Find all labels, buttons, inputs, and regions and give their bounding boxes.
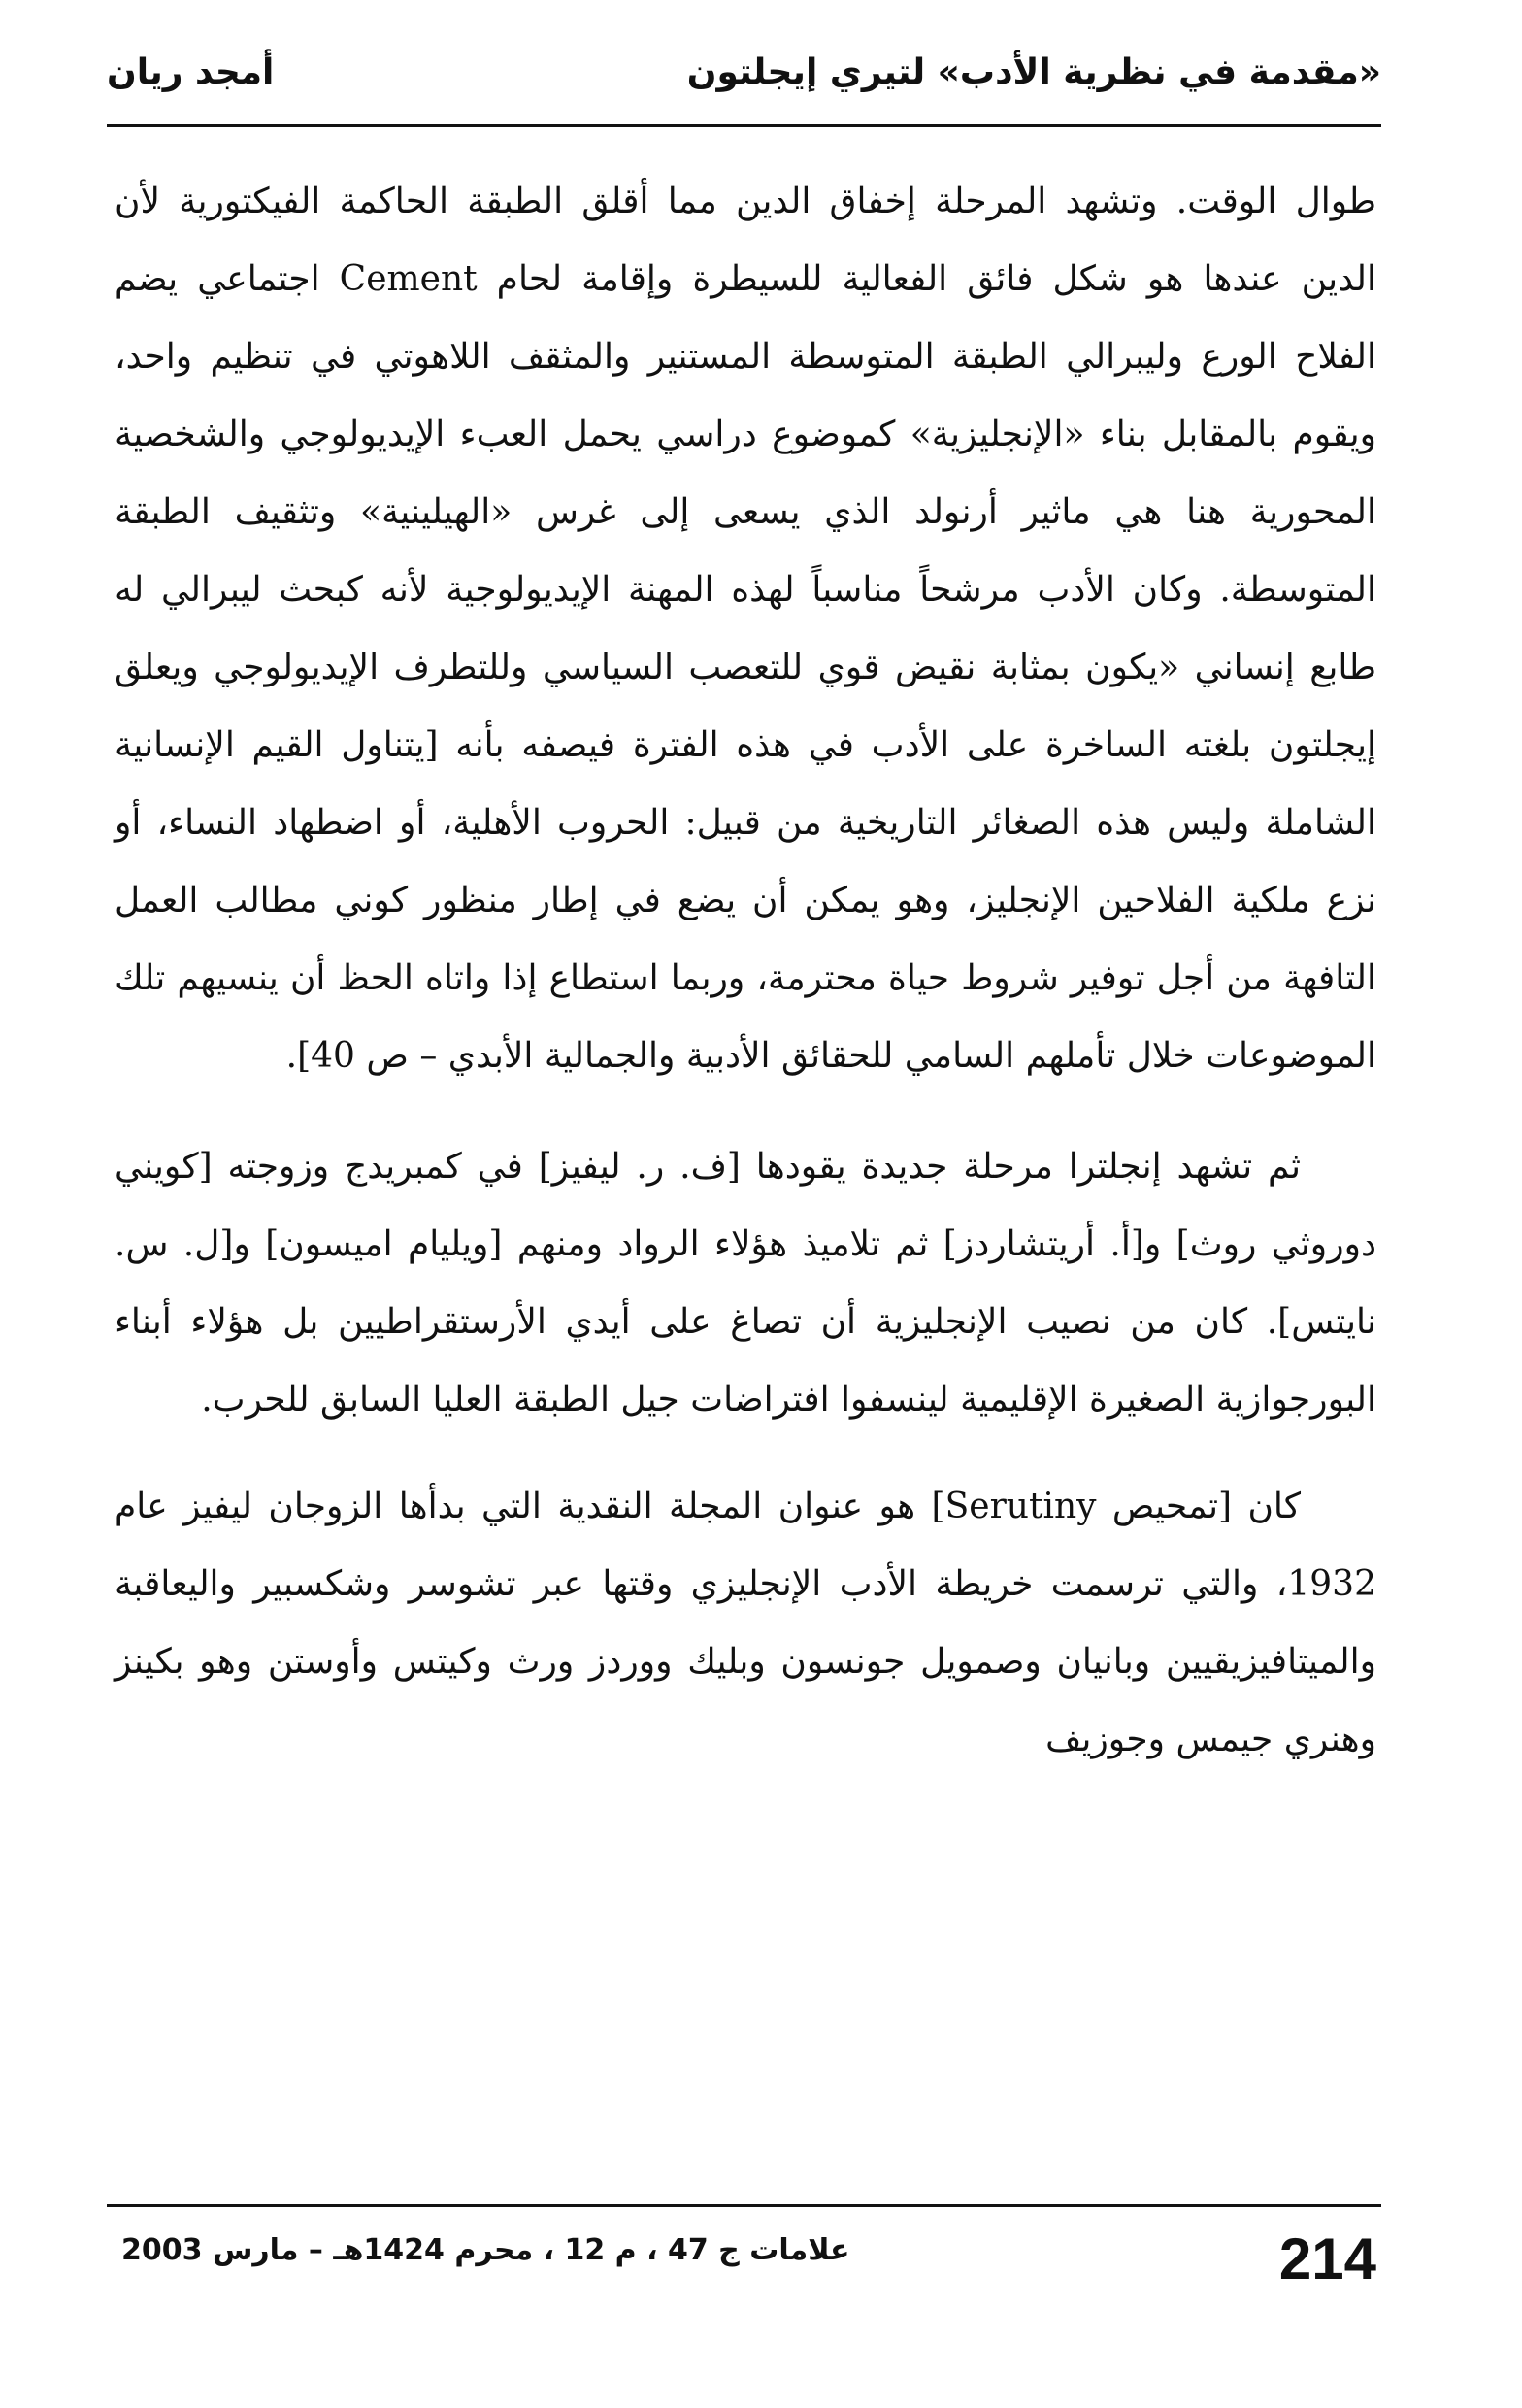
running-header [107, 49, 1381, 117]
running-header-author: أمجد ريان [107, 52, 275, 92]
body-paragraph: ثم تشهد إنجلترا مرحلة جديدة يقودها [ف. ر. ليفيز] في كمبريدج وزوجته [كويني دوروثي روث] و[أ. أريتشاردز] ثم تلاميذ هؤلاء الرواد ومنهم [ويليام اميسون] و[ل. س. نايتس]. كان من نصيب الإنجليزية أن تصاغ على أيدي الأرستقراطيين بل هؤلاء أبناء البورجوازية الصغيرة الإقليمية لينسفوا افتراضات جيل الطبقة العليا السابق للحرب. [115, 1147, 1376, 1420]
running-header-title: «مقدمة في نظرية الأدب» لتيري إيجلتون [686, 52, 1381, 92]
footer-divider [107, 2204, 1381, 2207]
footer-issue-info: علامات ج 47 ، م 12 ، محرم 1424هـ – مارس 2003 [121, 2233, 850, 2267]
article-body [115, 163, 1376, 1779]
page-number: 214 [1278, 2226, 1376, 2291]
body-paragraph: طوال الوقت. وتشهد المرحلة إخفاق الدين مما أقلق الطبقة الحاكمة الفيكتورية لأن الدين عندها هو شكل فائق الفعالية للسيطرة وإقامة لحام Cement اجتماعي يضم الفلاح الورع وليبرالي الطبقة المتوسطة المستنير والمثقف اللاهوتي في تنظيم واحد، ويقوم بالمقابل بناء «الإنجليزية» كموضوع دراسي يحمل العبء الإيديولوجي والشخصية المحورية هنا هي ماثير أرنولد الذي يسعى إلى غرس «الهيلينية» وتثقيف الطبقة المتوسطة. وكان الأدب مرشحاً مناسباً لهذه المهنة الإيديولوجية لأنه كبحث ليبرالي له طابع إنساني «يكون بمثابة نقيض قوي للتعصب السياسي وللتطرف الإيديولوجي ويعلق إيجلتون بلغته الساخرة على الأدب في هذه الفترة فيصفه بأنه [يتناول القيم الإنسانية الشاملة وليس هذه الصغائر التاريخية من قبيل: الحروب الأهلية، أو اضطهاد النساء، أو نزع ملكية الفلاحين الإنجليز، وهو يمكن أن يضع في إطار منظور كوني مطالب العمل التافهة من أجل توفير شروط حياة محترمة، وربما استطاع إذا واتاه الحظ أن ينسيهم تلك الموضوعات خلال تأملهم السامي للحقائق الأدبية والجمالية الأبدي – ص 40]. [115, 182, 1377, 1076]
body-paragraph: كان [تمحيص Serutiny] هو عنوان المجلة النقدية التي بدأها الزوجان ليفيز عام 1932، والتي ترسمت خريطة الأدب الإنجليزي وقتها عبر تشوسر وشكسبير واليعاقبة والميتافيزيقيين وبانيان وصمويل جونسون وبليك ووردز ورث وكيتس وأوستن وهو بكينز وهنري جيمس وجوزيف [115, 1487, 1376, 1759]
header-divider [107, 124, 1381, 127]
